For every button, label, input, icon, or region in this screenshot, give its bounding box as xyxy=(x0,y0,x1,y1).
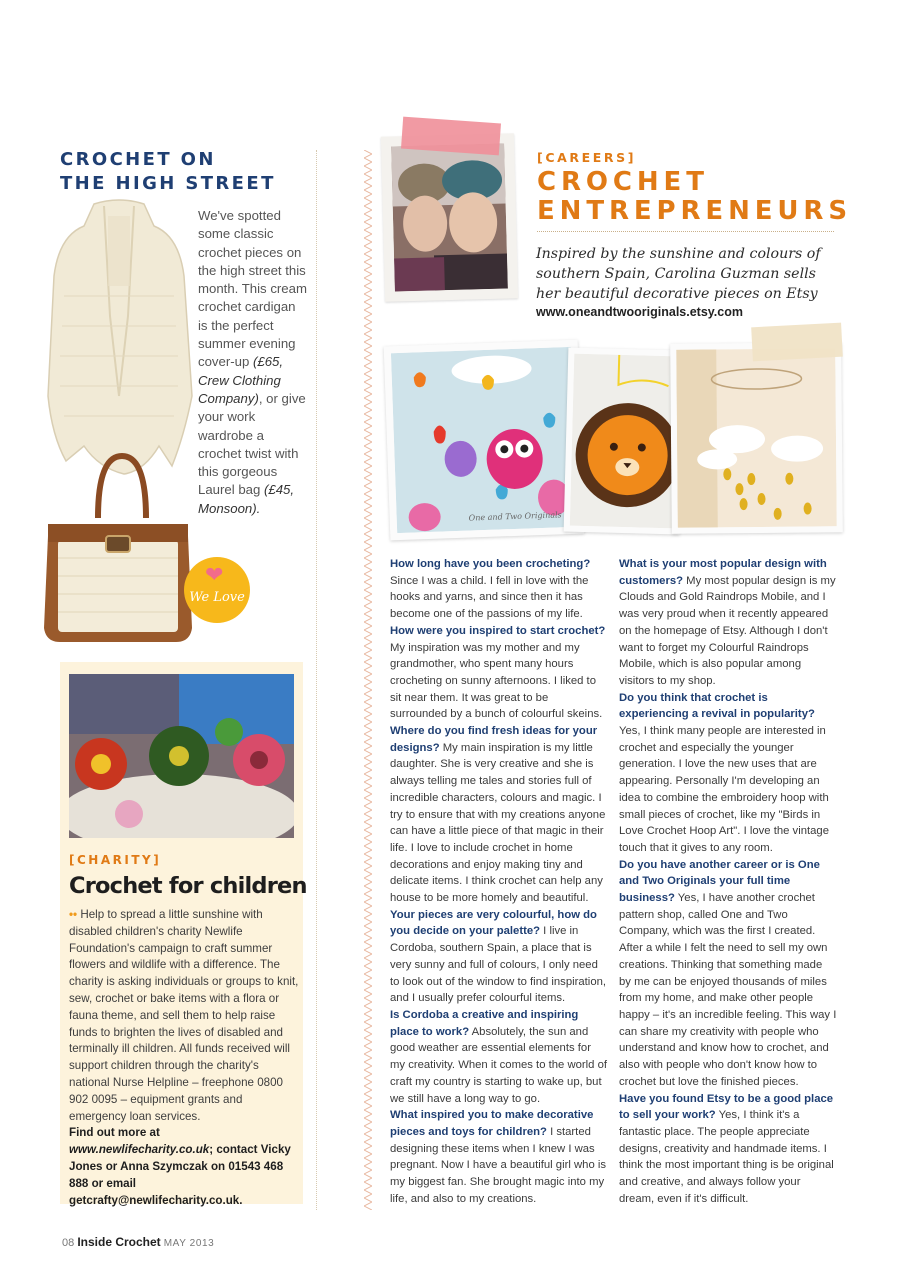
charity-findout-post: ; contact Vicky Jones or Anna Szymczak on 01543 468 888 or email getcrafty@newlifecharity.co.uk. xyxy=(69,1143,291,1207)
qa-item xyxy=(619,690,837,857)
high-street-text-intro: We've spotted some classic crochet pieces on the high street this month. This cream crochet cardigan is the perfect summer evening cover-up xyxy=(198,208,307,370)
charity-body xyxy=(69,907,301,1209)
lion-image xyxy=(570,354,678,529)
qa-answer: Yes, I think it's a fantastic place. The people appreciate designs, creativity and handmade items. I think the most important thing is be original and creative, and always follow your dream, even if it's difficult. xyxy=(619,1109,834,1205)
qa-question: Your pieces are very colourful, how do you decide on your palette? xyxy=(390,908,597,938)
qa-answer: My most popular design is my Clouds and Gold Raindrops Mobile, and I was very proud when it recently appeared on the homepage of Etsy. Although I don't want to forget my Colourful Raindrops Mobile, which is also popular among visitors to my shop. xyxy=(619,574,836,687)
qa-item xyxy=(619,1091,837,1208)
qa-question: Do you think that crochet is experiencing a revival in popularity? xyxy=(619,691,815,721)
qa-question: What is your most popular design with customers? xyxy=(619,558,827,587)
portrait-photo xyxy=(391,144,508,292)
charity-findout-pre: Find out more at xyxy=(69,1126,160,1140)
page-footer xyxy=(62,1235,214,1249)
qa-column-1 xyxy=(390,556,608,1207)
careers-title-line1: CROCHET xyxy=(537,167,709,197)
laurel-bag-image xyxy=(40,448,196,646)
high-street-heading xyxy=(60,148,320,196)
portrait-polaroid xyxy=(381,133,518,301)
qa-question: How were you inspired to start crochet? xyxy=(390,624,606,637)
qa-answer: Yes, I have another crochet pattern shop, called One and Two Company, which was the first I created. After a while I felt the need to sell my own creations. Thinking that something made by me can be enjoyed thousands of miles from my home, and make other people happy – it's an incredible feeling. This way I can share my creativity with people who understand and know how to crochet, and also with people who don't know how to crochet but love the finished pieces. xyxy=(619,892,837,1088)
charity-tag: [CHARITY] xyxy=(69,853,162,867)
pink-tape-decoration xyxy=(401,117,501,156)
qa-question: Do you have another career or is One and Two Originals your full time business? xyxy=(619,858,820,905)
charity-title: Crochet for children xyxy=(69,873,307,899)
cream-tape-decoration xyxy=(751,323,843,362)
we-love-label: We Love xyxy=(189,590,245,605)
qa-question: Where do you find fresh ideas for your designs? xyxy=(390,725,598,754)
high-street-heading-line1: CROCHET ON xyxy=(60,149,216,170)
magazine-name: Inside Crochet xyxy=(77,1235,161,1249)
qa-item xyxy=(619,556,837,690)
charity-findout xyxy=(69,1126,291,1206)
qa-answer: My inspiration was my mother and my grandmother, who spent many hours crocheting on sunny afternoons. I liked to sit near them. It was great to be surrounded by a bunch of colourful skeins. xyxy=(390,641,603,721)
qa-answer: I started designing these items when I knew I was pregnant. Now I have a beautiful girl who is my biggest fan. She brought magic into my life, and also to my creations. xyxy=(390,1125,607,1205)
qa-item xyxy=(390,623,608,723)
qa-item xyxy=(390,1107,608,1207)
qa-answer: I live in Cordoba, southern Spain, a place that is very sunny and full of colours, I only need to look out of the window to find inspiration, and I usually prefer colourful items. xyxy=(390,925,607,1005)
issue-date: MAY 2013 xyxy=(163,1238,215,1249)
page-number: 08 xyxy=(62,1237,75,1249)
clouds-mobile-photo xyxy=(670,342,843,533)
qa-item xyxy=(390,723,608,907)
qa-item xyxy=(390,1007,608,1107)
careers-title-line2: ENTREPRENEURS xyxy=(537,196,852,226)
photo-watermark: One and Two Originals xyxy=(468,510,562,523)
qa-question: Is Cordoba a creative and inspiring place to work? xyxy=(390,1008,579,1038)
bag-price: (£45, Monsoon). xyxy=(198,482,295,516)
heart-icon: ❤ xyxy=(205,562,224,587)
charity-body-text: Help to spread a little sunshine with disabled children's charity Newlife Foundation's campaign to craft summer flowers and wildlife with a difference. The charity is asking individuals or groups to knit, sew, crochet or bake items with a flora or fauna theme, and sell them to help raise funds to brighten the lives of disabled and terminally ill children. All funds received will support children through the charity's national Nurse Helpline – freephone 0800 902 0095 – equipment grants and emergency loan services. xyxy=(69,908,299,1123)
qa-question: What inspired you to make decorative pieces and toys for children? xyxy=(390,1109,594,1138)
owl-mobile-image xyxy=(391,347,577,533)
qa-column-2 xyxy=(619,556,837,1207)
charity-link[interactable]: www.newlifecharity.co.uk xyxy=(69,1143,210,1157)
qa-item xyxy=(390,907,608,1007)
qa-item xyxy=(619,857,837,1091)
careers-intro: Inspired by the sunshine and colours of southern Spain, Carolina Guzman sells her beautiful decorative pieces on Etsy xyxy=(536,246,821,302)
cream-cardigan-image xyxy=(44,196,194,476)
title-rule xyxy=(537,231,834,232)
cardigan-price: (£65, Crew Clothing Company) xyxy=(198,354,284,406)
crochet-flowers-photo xyxy=(69,674,294,838)
qa-answer: Absolutely, the sun and good weather are essential elements for my creativity. When it comes to the world of craft my country is starting to wake up, but we still have a long way to go. xyxy=(390,1025,608,1105)
careers-title xyxy=(537,168,857,226)
zigzag-border xyxy=(364,150,372,1210)
high-street-text-mid: , or give your work wardrobe a crochet twist with this gorgeous Laurel bag xyxy=(198,390,306,498)
high-street-heading-line2: THE HIGH STREET xyxy=(60,173,276,194)
qa-answer: Since I was a child. I fell in love with the hooks and yarns, and since then it has become one of the passions of my life. xyxy=(390,574,589,621)
qa-question: Have you found Etsy to be a good place to sell your work? xyxy=(619,1092,834,1122)
qa-answer: My main inspiration is my little daughter. She is very creative and she is always telling me tales and stories full of incredible characters, colours and magic. I try to ensure that with my creations anyone can have a little piece of that magic in their life. I love to include crochet in home decorations and enjoy making tiny and delicate items. I think crochet can help any house to be more homely and beautiful. xyxy=(390,741,606,905)
arrow-icon: •• xyxy=(69,908,78,921)
column-divider xyxy=(316,150,317,1210)
etsy-shop-link[interactable]: www.oneandtwooriginals.etsy.com xyxy=(536,305,743,319)
clouds-mobile-image xyxy=(676,348,837,527)
high-street-text xyxy=(198,207,308,518)
qa-question: How long have you been crocheting? xyxy=(390,558,591,570)
lion-photo xyxy=(564,348,685,535)
careers-tag: [CAREERS] xyxy=(537,150,637,165)
owl-mobile-photo xyxy=(384,340,585,541)
qa-answer: Yes, I think many people are interested in crochet and especially the younger generation. I love the new uses that are appearing. Personally I'm developing an idea to combine the embroidery hoop with small pieces of crochet, like my "Birds in Love Crochet Hoop Art". I love the vintage touch that it gives to any room. xyxy=(619,725,829,854)
qa-item xyxy=(390,556,608,623)
we-love-badge xyxy=(184,557,250,623)
